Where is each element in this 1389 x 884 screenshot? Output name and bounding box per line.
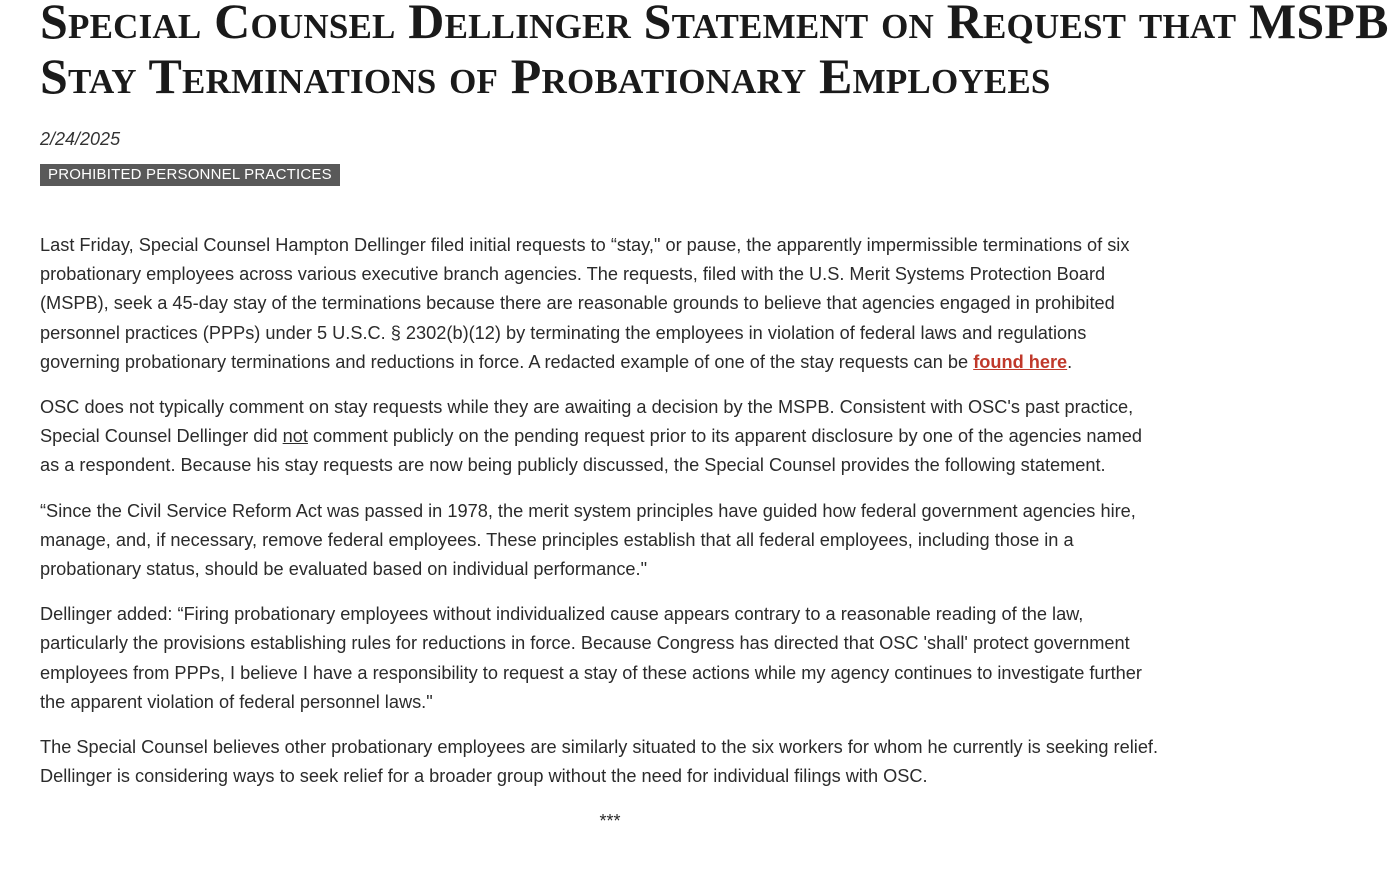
paragraph-2-after: comment publicly on the pending request prior to its apparent disclosure by one of the agencies named as a respondent. Because his stay requests are now being publicly discussed, the Special Counsel provides the following statement. (40, 426, 1143, 476)
paragraph-2 (40, 393, 1160, 481)
paragraph-4: Dellinger added: “Firing probationary employees without individualized cause appears contrary to a reasonable reading of the law, particularly the provisions establishing rules for reductions in force. Because Congress has directed that OSC 'shall' protect government employees from PPPs, I believe I have a responsibility to request a stay of these actions while my agency continues to investigate further the apparent violation of federal personnel laws." (40, 604, 1142, 712)
end-marker: *** (599, 811, 621, 832)
paragraph-3: “Since the Civil Service Reform Act was passed in 1978, the merit system principles have guided how federal government agencies hire, manage, and, if necessary, remove federal employees. These principles establish that all federal employees, including those in a probationary status, should be evaluated based on individual performance." (40, 500, 1136, 580)
publish-date: 2/24/2025 (40, 129, 121, 149)
paragraph-2-emphasis: not (282, 426, 308, 447)
article-body (40, 231, 1160, 836)
found-here-link[interactable]: found here (973, 351, 1068, 372)
category-tag[interactable]: PROHIBITED PERSONNEL PRACTICES (40, 164, 340, 186)
paragraph-1 (40, 231, 1160, 377)
paragraph-1-text: Last Friday, Special Counsel Hampton Dellinger filed initial requests to “stay," or pause, the apparently impermissible terminations of six probationary employees across various executive branch agencies. The requests, filed with the U.S. Merit Systems Protection Board (MSPB), seek a 45-day stay of the terminations because there are reasonable grounds to believe that agencies engaged in prohibited personnel practices (PPPs) under 5 U.S.C. § 2302(b)(12) by terminating the employees in violation of federal laws and regulations governing probationary terminations and reductions in force. A redacted example of one of the stay requests can be (40, 235, 1130, 372)
page-title-line-2: Stay Terminations of Probationary Employees (40, 48, 1051, 104)
page-title (40, 0, 1389, 104)
paragraph-5: The Special Counsel believes other probationary employees are similarly situated to the six workers for whom he currently is seeking relief. Dellinger is considering ways to seek relief for a broader group without the need for individual filings with OSC. (40, 737, 1159, 787)
paragraph-2-before: OSC does not typically comment on stay requests while they are awaiting a decision by the MSPB. Consistent with OSC's past practice, Special Counsel Dellinger did (40, 397, 1134, 447)
page-title-line-1: Special Counsel Dellinger Statement on Request that MSPB (40, 0, 1389, 49)
article (40, 0, 1389, 836)
paragraph-1-end: . (1067, 351, 1073, 372)
